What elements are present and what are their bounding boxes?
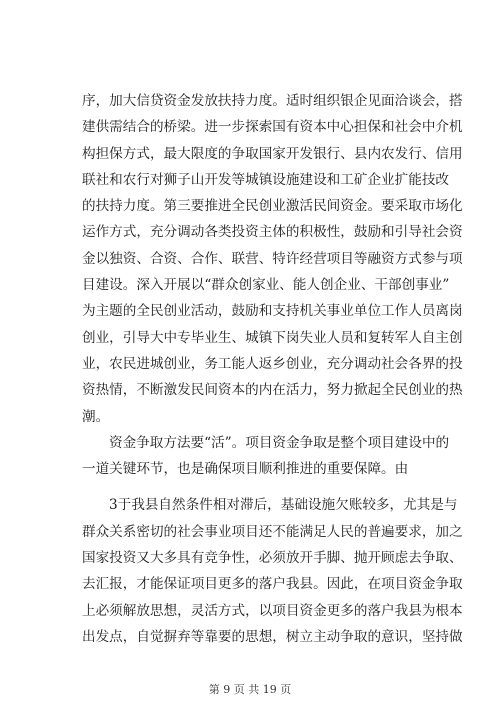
text-line: 联社和农行对狮子山开发等城镇设施建设和工矿企业扩能技改 (82, 171, 450, 188)
text-line: 创业，引导大中专毕业生、城镇下岗失业人员和复转军人自主创 (82, 329, 463, 346)
text-line: 去汇报，才能保证项目更多的落户我县。因此，在项目资金争取 (82, 576, 463, 593)
text-line: 建供需结合的桥梁。进一步探索国有资本中心担保和社会中介机 (82, 119, 463, 136)
text-line: 3于我县自然条件相对滞后，基础设施欠账较多，尤其是与 (109, 497, 458, 514)
text-line: 一道关键环节，也是确保项目顺利推进的重要保障。由 (82, 461, 409, 478)
text-line: 目建设。深入开展以“群众创家业、能人创企业、干部创事业” (82, 277, 450, 294)
text-line: 国家投资又大多具有竞争性，必须放开手脚、抛开顾虑去争取、 (82, 550, 463, 567)
text-line: 为主题的全民创业活动，鼓励和支持机关事业单位工作人员离岗 (82, 303, 463, 320)
text-line: 序，加大信贷资金发放扶持力度。适时组织银企见面洽谈会，搭 (82, 93, 463, 109)
text-line: 资金争取方法要“活”。项目资金争取是整个项目建设中的 (109, 434, 450, 451)
text-line: 出发点，自觉摒弃等靠要的思想，树立主动争取的意识，坚持做 (82, 628, 463, 645)
paragraph-2 (82, 430, 450, 483)
page-number-footer: 第 9 页 共 19 页 (208, 683, 292, 696)
text-line: 运作方式，充分调动各类投资主体的积极性，鼓励和引导社会资 (82, 224, 463, 241)
text-line: 的扶持力度。第三要推进全民创业激活民间资金。要采取市场化 (82, 198, 463, 215)
text-line: 金以独资、合资、合作、联营、特许经营项目等融资方式参与项 (82, 250, 463, 267)
paragraph-3 (82, 492, 463, 650)
document-body (82, 88, 463, 650)
text-line: 潮。 (82, 408, 110, 425)
text-line: 资热情，不断激发民间资本的内在活力，努力掀起全民创业的热 (82, 382, 463, 399)
text-line: 群众关系密切的社会事业项目还不能满足人民的普遍要求，加之 (82, 523, 463, 540)
paragraph-gap (82, 482, 422, 492)
paragraph-1 (82, 88, 463, 430)
text-line: 上必须解放思想，灵活方式，以项目资金更多的落户我县为根本 (82, 602, 463, 619)
text-line: 构担保方式，最大限度的争取国家开发银行、县内农发行、信用 (82, 145, 463, 162)
text-line: 业，农民进城创业，务工能人返乡创业，充分调动社会各界的投 (82, 355, 463, 372)
